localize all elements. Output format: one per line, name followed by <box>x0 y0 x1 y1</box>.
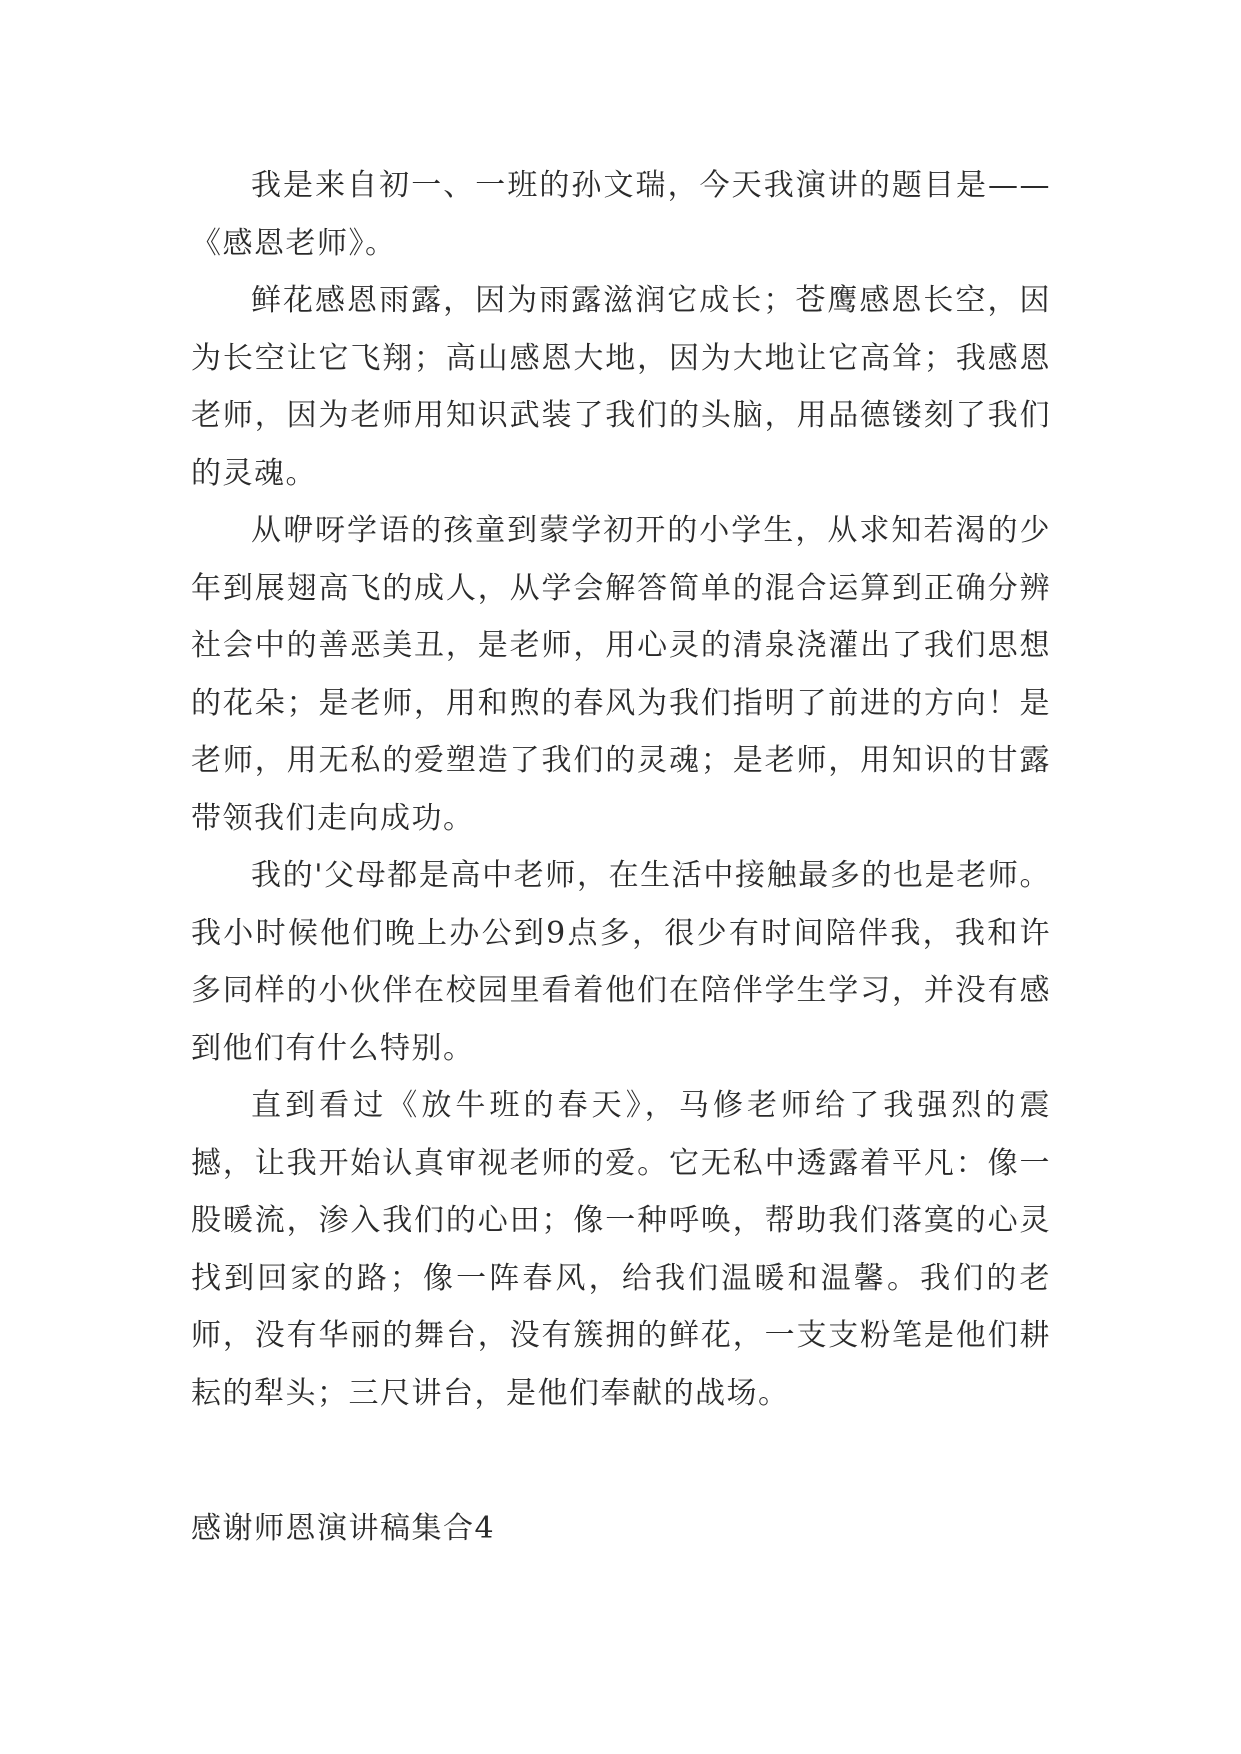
paragraph-intro: 我是来自初一、一班的孙文瑞，今天我演讲的题目是——《感恩老师》。 <box>191 168 1051 261</box>
paragraph-parents: 我的'父母都是高中老师，在生活中接触最多的也是老师。我小时候他们晚上办公到9点多，很少有时间陪伴我，我和许多同样的小伙伴在校园里看着他们在陪伴学生学习，并没有感到他们有什么特别。 <box>191 858 1051 1066</box>
document-body <box>191 157 1051 1422</box>
paragraph-gratitude: 鲜花感恩雨露，因为雨露滋润它成长；苍鹰感恩长空，因为长空让它飞翔；高山感恩大地，因为大地让它高耸；我感恩老师，因为老师用知识武装了我们的头脑，用品德镂刻了我们的灵魂。 <box>191 283 1051 491</box>
paragraph-growth: 从咿呀学语的孩童到蒙学初开的小学生，从求知若渴的少年到展翅高飞的成人，从学会解答简单的混合运算到正确分辨社会中的善恶美丑，是老师，用心灵的清泉浇灌出了我们思想的花朵；是老师，用和煦的春风为我们指明了前进的方向！是老师，用无私的爱塑造了我们的灵魂；是老师，用知识的甘露带领我们走向成功。 <box>191 513 1051 836</box>
paragraph-film: 直到看过《放牛班的春天》，马修老师给了我强烈的震撼，让我开始认真审视老师的爱。它无私中透露着平凡：像一股暖流，渗入我们的心田；像一种呼唤，帮助我们落寞的心灵找到回家的路；像一阵春风，给我们温暖和温馨。我们的老师，没有华丽的舞台，没有簇拥的鲜花，一支支粉笔是他们耕耘的犁头；三尺讲台，是他们奉献的战场。 <box>191 1088 1051 1411</box>
section-heading: 感谢师恩演讲稿集合4 <box>191 1511 496 1546</box>
